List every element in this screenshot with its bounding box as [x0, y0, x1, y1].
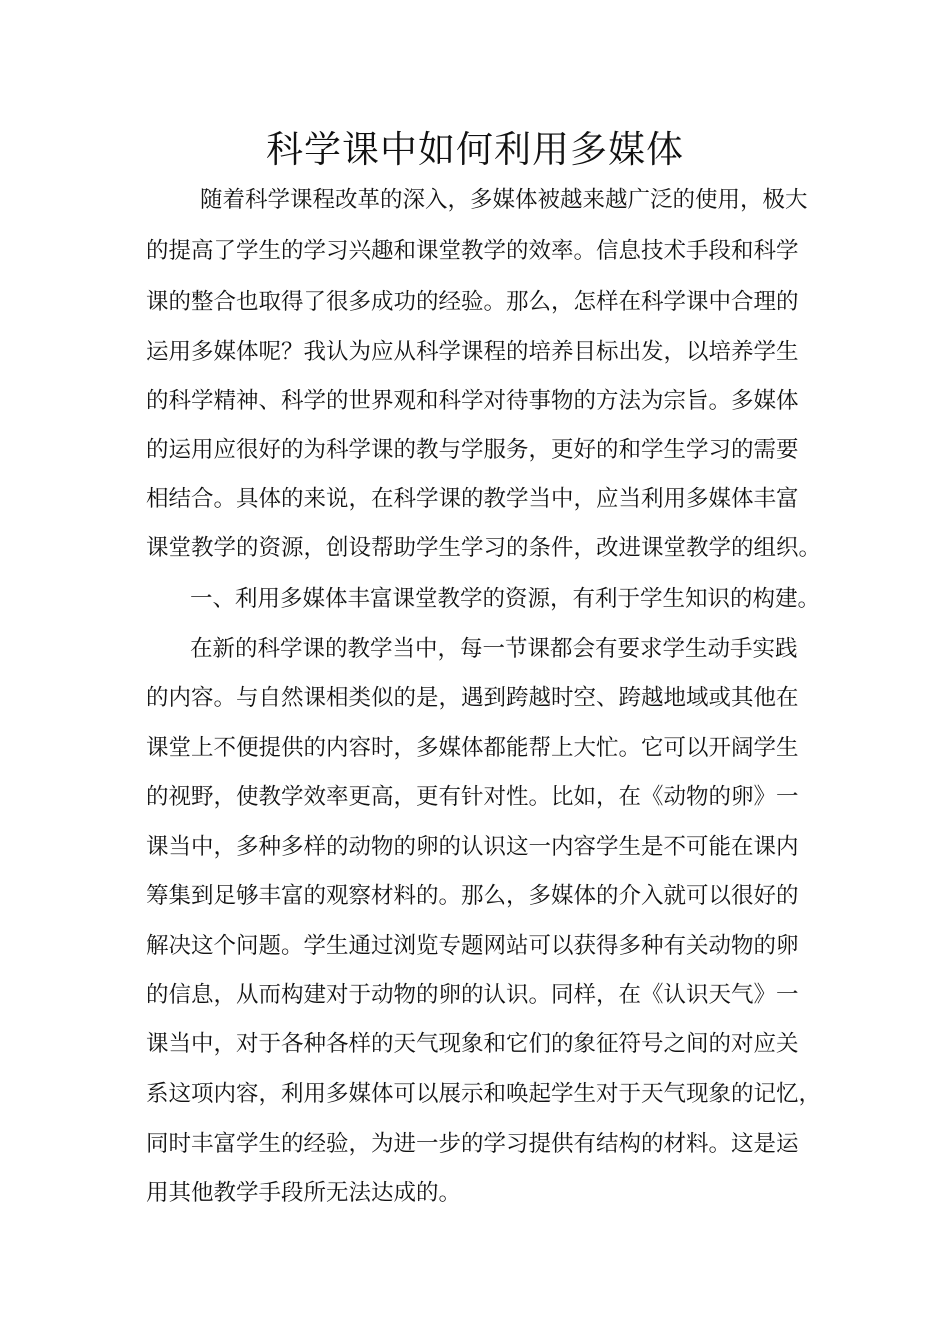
page-title: 科学课中如何利用多媒体 [266, 128, 684, 171]
paragraph-line: 的运用应很好的为科学课的教与学服务，更好的和学生学习的需要 [146, 437, 799, 463]
paragraph-line: 的视野，使教学效率更高，更有针对性。比如，在《动物的卵》一 [146, 784, 799, 810]
paragraph-line: 在新的科学课的教学当中，每一节课都会有要求学生动手实践 [190, 636, 798, 662]
paragraph-line: 课当中，对于各种各样的天气现象和它们的象征符号之间的对应关 [146, 1031, 799, 1057]
paragraph-line: 的内容。与自然课相类似的是，遇到跨越时空、跨越地域或其他在 [146, 685, 799, 711]
paragraph-line: 课当中，多种多样的动物的卵的认识这一内容学生是不可能在课内 [146, 834, 799, 860]
paragraph-line: 系这项内容，利用多媒体可以展示和唤起学生对于天气现象的记忆， [146, 1081, 822, 1107]
paragraph-line: 课堂教学的资源，创设帮助学生学习的条件，改进课堂教学的组织。 [146, 535, 822, 561]
paragraph-line: 筹集到足够丰富的观察材料的。那么，多媒体的介入就可以很好的 [146, 883, 799, 909]
paragraph-line: 的科学精神、科学的世界观和科学对待事物的方法为宗旨。多媒体 [146, 388, 799, 414]
section-heading: 一、利用多媒体丰富课堂教学的资源，有利于学生知识的构建。 [190, 586, 821, 612]
paragraph-line: 课堂上不便提供的内容时，多媒体都能帮上大忙。它可以开阔学生 [146, 735, 799, 761]
paragraph-line: 的信息，从而构建对于动物的卵的认识。同样，在《认识天气》一 [146, 982, 799, 1008]
paragraph-line: 的提高了学生的学习兴趣和课堂教学的效率。信息技术手段和科学 [146, 238, 799, 264]
paragraph-line: 课的整合也取得了很多成功的经验。那么，怎样在科学课中合理的 [146, 289, 799, 315]
paragraph-line: 解决这个问题。学生通过浏览专题网站可以获得多种有关动物的卵 [146, 933, 799, 959]
paragraph-line: 用其他教学手段所无法达成的。 [146, 1180, 462, 1206]
paragraph-line: 随着科学课程改革的深入，多媒体被越来越广泛的使用，极大 [200, 187, 808, 213]
paragraph-line: 运用多媒体呢？我认为应从科学课程的培养目标出发，以培养学生 [146, 339, 799, 365]
paragraph-line: 相结合。具体的来说，在科学课的教学当中，应当利用多媒体丰富 [146, 486, 799, 512]
paragraph-line: 同时丰富学生的经验，为进一步的学习提供有结构的材料。这是运 [146, 1131, 799, 1157]
